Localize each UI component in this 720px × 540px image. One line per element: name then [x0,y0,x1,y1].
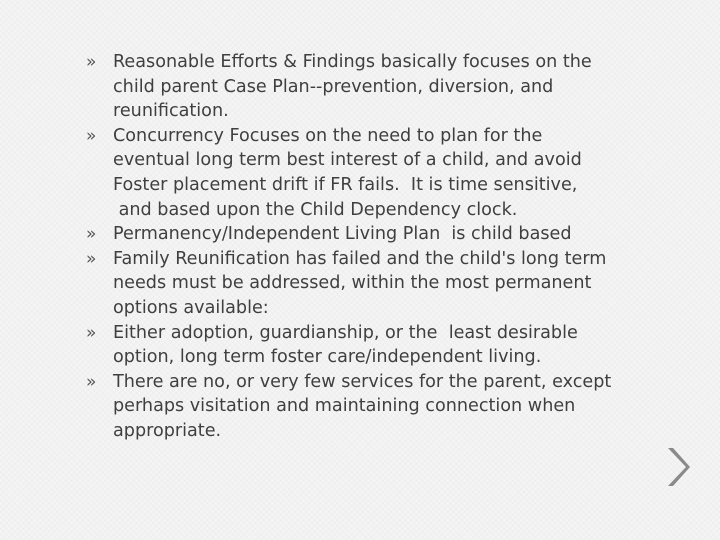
bullet-text-line: child parent Case Plan--prevention, diversion, and [113,76,554,97]
bullet-text-line: Permanency/Independent Living Plan is child based [113,224,572,245]
bullet-text-line: options available: [113,297,269,318]
bullet-item [84,50,684,124]
bullet-text-line: reunification. [113,101,229,122]
bullet-item [84,124,684,222]
bullet-text-line: needs must be addressed, within the most permanent [113,273,592,294]
next-slide-button[interactable] [664,446,690,488]
bullet-item [84,247,684,321]
bullet-item [84,370,684,444]
bullet-list [84,50,684,444]
bullet-item [84,222,684,247]
bullet-marker-icon: » [86,224,97,245]
bullet-text-line: option, long term foster care/independent living. [113,347,542,368]
bullet-text-line: and based upon the Child Dependency clock. [113,199,518,220]
bullet-text-line: Reasonable Efforts & Findings basically focuses on the [113,52,592,72]
bullet-marker-icon: » [86,52,97,72]
bullet-text-line: perhaps visitation and maintaining connection when [113,396,576,417]
bullet-text-line: Concurrency Focuses on the need to plan for the [113,125,543,146]
chevron-right-icon [664,446,690,488]
bullet-text-line: Either adoption, guardianship, or the least desirable [113,322,578,343]
bullet-marker-icon: » [86,248,97,269]
bullet-item [84,321,684,370]
bullet-text-line: appropriate. [113,420,222,441]
bullet-marker-icon: » [86,322,97,343]
bullet-text-line: There are no, or very few services for the parent, except [113,371,612,392]
bullet-marker-icon: » [86,125,97,146]
bullet-text-line: Family Reunification has failed and the child's long term [113,248,607,269]
bullet-text-line: eventual long term best interest of a child, and avoid [113,150,582,171]
bullet-text-line: Foster placement drift if FR fails. It is time sensitive, [113,174,578,195]
bullet-marker-icon: » [86,371,97,392]
